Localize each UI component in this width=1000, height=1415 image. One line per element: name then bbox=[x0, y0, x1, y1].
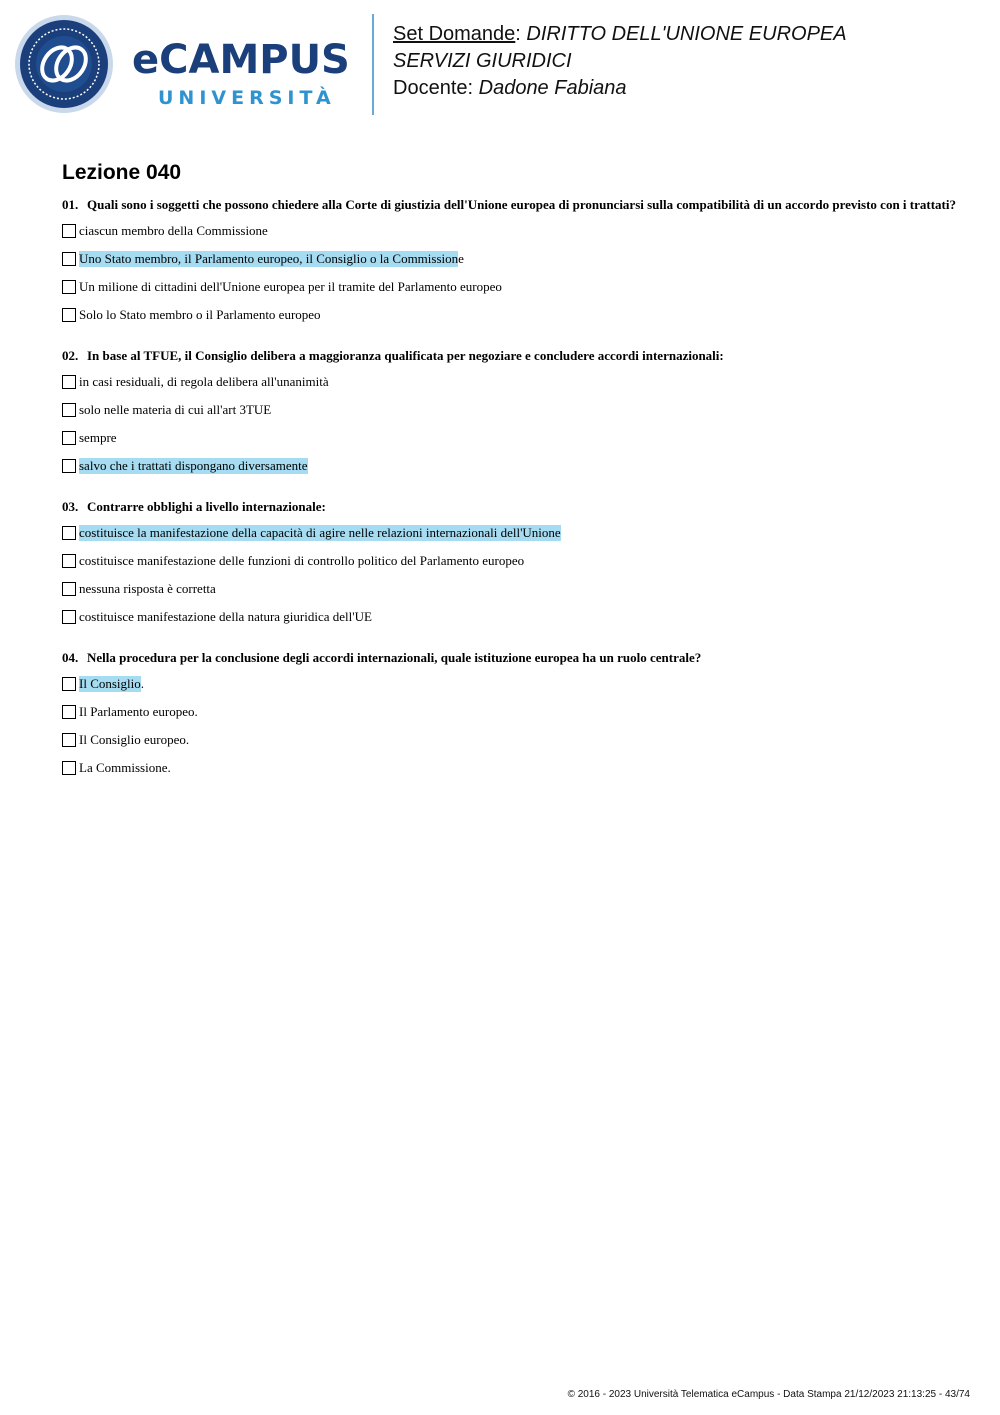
checkbox[interactable] bbox=[62, 375, 76, 389]
answer-option[interactable]: costituisce manifestazione delle funzioni di controllo politico del Parlamento europeo bbox=[62, 552, 524, 570]
set-info: Set Domande: DIRITTO DELL'UNIONE EUROPEA SERVIZI GIURIDICI Docente: Dadone Fabiana bbox=[393, 23, 847, 99]
answer-option[interactable]: ciascun membro della Commissione bbox=[62, 222, 268, 240]
checkbox[interactable] bbox=[62, 526, 76, 540]
answer-option[interactable]: sempre bbox=[62, 429, 117, 447]
checkbox[interactable] bbox=[62, 308, 76, 322]
brand-name: eCAMPUS bbox=[132, 37, 350, 83]
answer-option[interactable]: solo nelle materia di cui all'art 3TUE bbox=[62, 401, 271, 419]
answer-option[interactable]: Solo lo Stato membro o il Parlamento europeo bbox=[62, 306, 321, 324]
answer-option[interactable]: in casi residuali, di regola delibera all'unanimità bbox=[62, 373, 329, 391]
checkbox[interactable] bbox=[62, 431, 76, 445]
question-text: 04. Nella procedura per la conclusione degli accordi internazionali, quale istituzione europea ha un ruolo centrale? bbox=[62, 650, 702, 665]
course-title: DIRITTO DELL'UNIONE EUROPEA bbox=[526, 23, 847, 45]
teacher-name: Dadone Fabiana bbox=[478, 77, 627, 99]
answer-option[interactable]: costituisce manifestazione della natura giuridica dell'UE bbox=[62, 608, 372, 626]
answer-option[interactable] bbox=[62, 524, 561, 542]
ecampus-seal-logo bbox=[14, 14, 114, 114]
checkbox[interactable] bbox=[62, 761, 76, 775]
question-04 bbox=[62, 650, 962, 775]
checkbox[interactable] bbox=[62, 705, 76, 719]
answer-option[interactable] bbox=[62, 457, 308, 475]
set-label: Set Domande bbox=[393, 23, 516, 45]
answer-option[interactable]: La Commissione. bbox=[62, 759, 171, 777]
teacher-label: Docente bbox=[393, 77, 468, 99]
checkbox[interactable] bbox=[62, 677, 76, 691]
checkbox[interactable] bbox=[62, 459, 76, 473]
answer-option[interactable]: Il Consiglio europeo. bbox=[62, 731, 189, 749]
answer-option[interactable]: nessuna risposta è corretta bbox=[62, 580, 216, 598]
checkbox[interactable] bbox=[62, 610, 76, 624]
question-text: 02. In base al TFUE, il Consiglio delibera a maggioranza qualificata per negoziare e concludere accordi internazionali: bbox=[62, 348, 724, 363]
header-divider bbox=[372, 14, 374, 115]
highlighted-answer: salvo che i trattati dispongano diversamente bbox=[79, 458, 308, 473]
checkbox[interactable] bbox=[62, 554, 76, 568]
answer-option[interactable]: Il Consiglio . bbox=[62, 675, 144, 693]
checkbox[interactable] bbox=[62, 403, 76, 417]
brand-subtitle: UNIVERSITÀ bbox=[158, 87, 336, 109]
checkbox[interactable] bbox=[62, 224, 76, 238]
checkbox[interactable] bbox=[62, 582, 76, 596]
question-03 bbox=[62, 499, 962, 624]
question-text: 03. Contrarre obblighi a livello internazionale: bbox=[62, 499, 326, 514]
lesson-title: Lezione 040 bbox=[62, 161, 182, 184]
answer-option[interactable]: Un milione di cittadini dell'Unione europea per il tramite del Parlamento europeo bbox=[62, 278, 502, 296]
question-02 bbox=[62, 348, 962, 473]
highlighted-answer: Il Consiglio bbox=[79, 676, 141, 691]
page-footer: © 2016 - 2023 Università Telematica eCampus - Data Stampa 21/12/2023 21:13:25 - 43/74 bbox=[567, 1389, 970, 1400]
checkbox[interactable] bbox=[62, 733, 76, 747]
answer-option[interactable]: Il Parlamento europeo. bbox=[62, 703, 198, 721]
course-subtitle: SERVIZI GIURIDICI bbox=[393, 50, 572, 72]
highlighted-answer: Uno Stato membro, il Parlamento europeo, il Consiglio o la Commission bbox=[79, 251, 459, 266]
answer-option[interactable]: Uno Stato membro, il Parlamento europeo, il Consiglio o la Commission e bbox=[62, 250, 464, 268]
checkbox[interactable] bbox=[62, 252, 76, 266]
question-text: 01. Quali sono i soggetti che possono chiedere alla Corte di giustizia dell'Unione europea di pronunciarsi sulla compatibilità di un accordo previsto con i trattati? bbox=[62, 197, 956, 212]
highlighted-answer: costituisce la manifestazione della capacità di agire nelle relazioni internazionali dell'Unione bbox=[79, 525, 561, 540]
question-01 bbox=[62, 197, 962, 322]
checkbox[interactable] bbox=[62, 280, 76, 294]
